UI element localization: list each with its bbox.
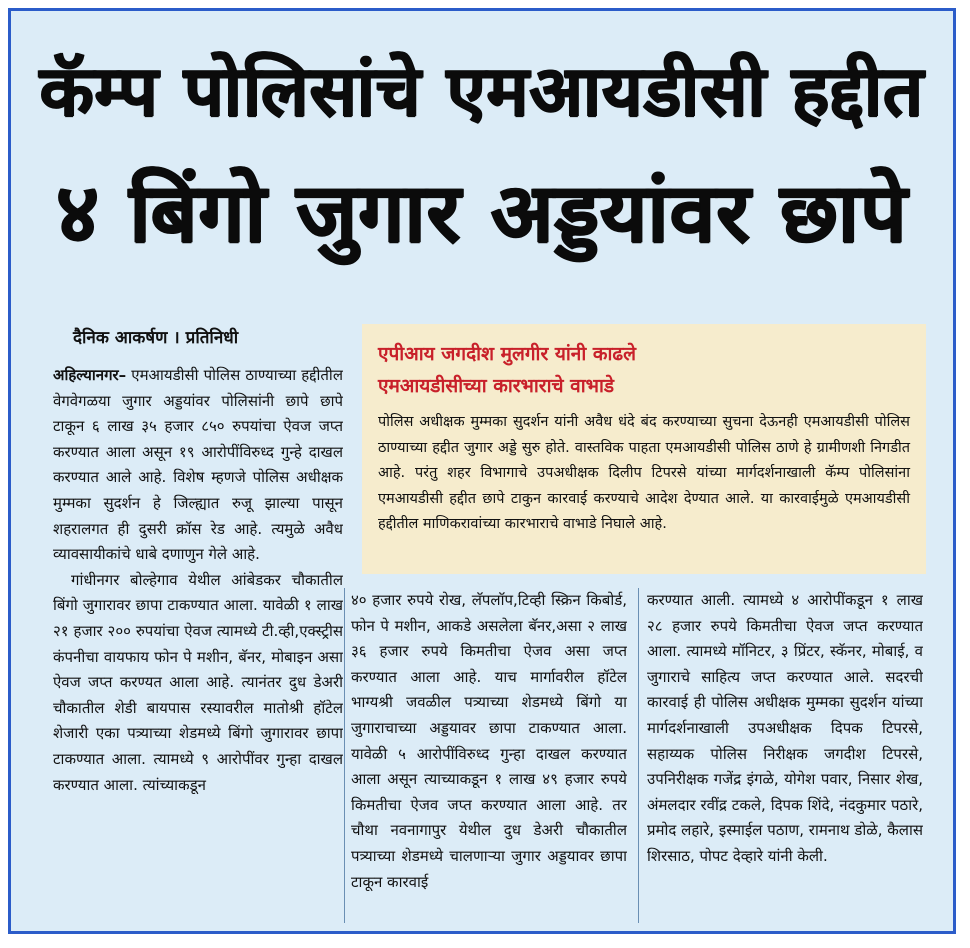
column-divider (638, 588, 639, 923)
byline: दैनिक आकर्षण । प्रतिनिधी (73, 328, 239, 348)
article-column-2 (351, 588, 627, 923)
article-paragraph-1 (53, 363, 343, 568)
article-column-3 (647, 588, 923, 923)
headline-line-2: ४ बिंगो जुगार अड्डयांवर छापे (56, 166, 908, 261)
sidebar-box (362, 324, 926, 574)
sidebar-box-body: पोलिस अधीक्षक मुम्मका सुदर्शन यांनी अवैध धंदे बंद करण्याच्या सुचना देऊनही एमआयडीसी पोलिस ठाण्याच्या हद्दीत जुगार अड्डे सुरु होते. वास्तविक पाहता एमआयडीसी पोलिस ठाणे हे ग्रामीणशी निगडीत आहे. परंतु शहर विभागाचे उपअधीक्षक दिलीप टिपरसे यांच्या मार्गदर्शनाखाली कॅम्प पोलिसांना एमआयडीसी हद्दीत छापे टाकुन कारवाई करण्याचे आदेश देण्यात आले. या कारवाईमुळे एमआयडीसी हद्दीतील माणिकरावांच्या कारभाराचे वाभाडे निघाले आहे. (378, 414, 910, 532)
sidebar-box-title-line-2: एमआयडीसीच्या कारभाराचे वाभाडे (378, 375, 615, 397)
article-column-3-text: करण्यात आली. त्यामध्ये ४ आरोपींकडून १ लाख २८ हजार रुपये किमतीचा ऐवज जप्त करण्यात आला. त्यामध्ये मॉनिटर, ३ प्रिंटर, स्कॅनर, मोबाई, व जुगाराचे साहित्य जप्त करण्यात आले. सदरची कारवाई ही पोलिस अधीक्षक मुम्मका सुदर्शन यांच्या मार्गदर्शनाखाली उपअधीक्षक दिपक टिपरसे, सहाय्यक पोलिस निरीक्षक जगदीश टिपरसे, उपनिरीक्षक गजेंद्र इंगळे, योगेश पवार, निसार शेख, अंमलदार रवींद्र टकले, दिपक शिंदे, नंदकुमार पठारे, प्रमोद लहारे, इस्माईल पठाण, रामनाथ डोळे, कैलास शिरसाठ, पोपट देव्हारे यांनी केली. (647, 591, 923, 865)
article-column-2-text: ४० हजार रुपये रोख, लॅपलॉप,टिव्ही स्क्रिन किबोर्ड, फोन पे मशीन, आकडे असलेला बॅनर,असा २ लाख ३६ हजार रुपये किमतीचा ऐजव असा जप्त करण्यात आला आहे. याच मार्गावरील हॉटेल भाग्यश्री जवळील पत्र्याच्या शेडमध्ये बिंगो या जुगाराचाच्या अड्डयावर छापा टाकण्यात आला. यावेळी ५ आरोपींविरुध्द गुन्हा दाखल करण्यात आला असून त्याच्याकडून १ लाख ४९ हजार रुपये किमतीचा ऐजव जप्त करण्यात आला आहे. तर चौथा नवनागापुर येथील दुध डेअरी चौकातील पत्र्याच्या शेडमध्ये चालणाऱ्या जुगार अड्डयावर छापा टाकून कारवाई (351, 591, 627, 891)
dateline: अहिल्यानगर– (53, 366, 127, 384)
article-paragraph-1-text: एमआयडीसी पोलिस ठाण्याच्या हद्दीतील वेगवेगळया जुगार अड्डयांवर पोलिसांनी छापे छापे टाकून ६ लाख ३५ हजार ८५० रुपयांचा ऐवज जप्त करण्यात आला असून १९ आरोपींविरुध्द गुन्हे दाखल करण्यात आले आहे. विशेष म्हणजे पोलिस अधीक्षक मुम्मका सुदर्शन हे जिल्ह्यात रुजू झाल्या पासून शहरालगत ही दुसरी क्रॉस रेड आहे. त्यमुळे अवैध व्यावसायीकांचे धाबे दणाणुन गेले आहे. (53, 366, 343, 564)
news-clipping (8, 8, 956, 934)
column-divider (344, 588, 345, 923)
headline-line-1: कॅम्प पोलिसांचे एमआयडीसी हद्दीत (39, 50, 925, 132)
article-column-1 (53, 363, 343, 923)
article-paragraph-2: गांधीनगर बोल्हेगाव येथील आंबेडकर चौकातील बिंगो जुगारावर छापा टाकण्यात आला. यावेळी १ लाख २१ हजार २०० रुपयांचा ऐवज त्यामध्ये टी.व्ही,एक्स्ट्रीस कंपनीचा वायफाय फोन पे मशीन, बॅनर, मोबाइन असा ऐवज जप्त करण्यत आला आहे. त्यानंतर दुध डेअरी चौकातील शेडी बायपास रस्यावरील मातोश्री हॉटेल शेजारी एका पत्र्याच्या शेडमध्ये बिंगो जुगारावर छापा टाकण्यात आला. त्यामध्ये ९ आरोपींवर गुन्हा दाखल करण्यात आला. त्यांच्याकडून (53, 570, 343, 794)
sidebar-box-title-line-1: एपीआय जगदीश मुलगीर यांनी काढले (378, 343, 636, 365)
